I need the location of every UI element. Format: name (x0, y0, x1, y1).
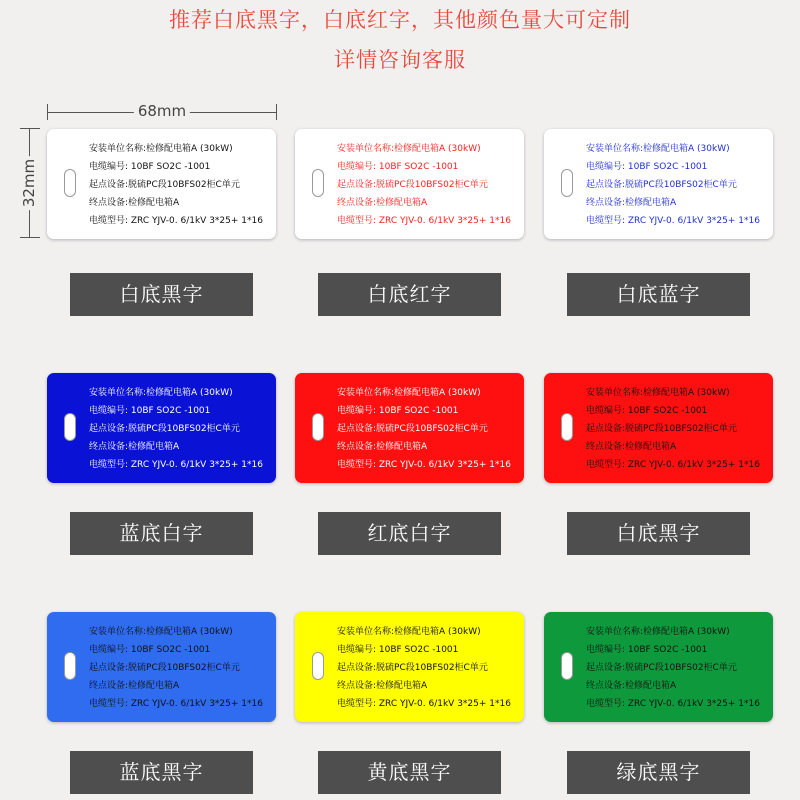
tag-text-line: 安装单位名称:检修配电箱A (30kW) (89, 388, 233, 398)
tag-text-line: 终点设备:检修配电箱A (586, 442, 677, 452)
tag-text-line: 电缆编号: 10BF SO2C -1001 (337, 162, 459, 172)
tag-text-line: 终点设备:检修配电箱A (586, 198, 677, 208)
sample-caption: 黄底黑字 (318, 751, 501, 794)
tag-text-line: 终点设备:检修配电箱A (89, 198, 180, 208)
cable-tag-sample (544, 129, 773, 239)
tag-text-line: 安装单位名称:检修配电箱A (30kW) (337, 627, 481, 637)
width-dimension (47, 104, 277, 120)
cable-tag-sample (295, 129, 524, 239)
sample-caption: 白底黑字 (567, 512, 750, 555)
tag-text-line: 终点设备:检修配电箱A (337, 198, 428, 208)
tag-text-line: 电缆型号: ZRC YJV-0. 6/1kV 3*25+ 1*16 (89, 216, 263, 226)
sample-caption: 白底黑字 (70, 273, 253, 316)
cable-tag-sample (47, 373, 276, 483)
sample-caption: 红底白字 (318, 512, 501, 555)
tag-text-line: 起点设备:脱硫PC段10BFS02柜C单元 (586, 424, 737, 434)
tag-text-line: 起点设备:脱硫PC段10BFS02柜C单元 (337, 663, 488, 673)
sample-caption: 白底蓝字 (567, 273, 750, 316)
tag-hole (312, 652, 324, 680)
cable-tag-sample (544, 373, 773, 483)
sample-caption: 白底红字 (318, 273, 501, 316)
dimension-tick (47, 104, 48, 120)
width-label: 68mm (134, 102, 190, 120)
tag-text-line: 电缆编号: 10BF SO2C -1001 (586, 406, 708, 416)
tag-text-line: 电缆型号: ZRC YJV-0. 6/1kV 3*25+ 1*16 (89, 460, 263, 470)
tag-text-line: 安装单位名称:检修配电箱A (30kW) (337, 388, 481, 398)
tag-text-line: 安装单位名称:检修配电箱A (30kW) (586, 627, 730, 637)
dimension-tick (276, 104, 277, 120)
tag-text-block (337, 140, 511, 230)
tag-text-line: 安装单位名称:检修配电箱A (30kW) (89, 144, 233, 154)
tag-text-line: 电缆型号: ZRC YJV-0. 6/1kV 3*25+ 1*16 (89, 699, 263, 709)
tag-text-line: 起点设备:脱硫PC段10BFS02柜C单元 (89, 424, 240, 434)
tag-text-line: 电缆编号: 10BF SO2C -1001 (89, 645, 211, 655)
tag-text-line: 电缆编号: 10BF SO2C -1001 (89, 162, 211, 172)
tag-text-block (586, 384, 760, 474)
sample-caption: 绿底黑字 (567, 751, 750, 794)
tag-hole (312, 169, 324, 197)
tag-text-line: 电缆型号: ZRC YJV-0. 6/1kV 3*25+ 1*16 (337, 699, 511, 709)
tag-text-line: 安装单位名称:检修配电箱A (30kW) (89, 627, 233, 637)
height-label: 32mm (20, 156, 38, 210)
dimension-tick (20, 237, 40, 238)
tag-text-line: 电缆型号: ZRC YJV-0. 6/1kV 3*25+ 1*16 (586, 699, 760, 709)
height-dimension (16, 128, 42, 238)
tag-text-line: 安装单位名称:检修配电箱A (30kW) (337, 144, 481, 154)
tag-text-line: 安装单位名称:检修配电箱A (30kW) (586, 388, 730, 398)
tag-text-line: 终点设备:检修配电箱A (89, 681, 180, 691)
tag-text-line: 电缆编号: 10BF SO2C -1001 (337, 645, 459, 655)
tag-text-block (337, 623, 511, 713)
tag-text-block (89, 384, 263, 474)
tag-text-line: 终点设备:检修配电箱A (337, 442, 428, 452)
tag-text-block (89, 623, 263, 713)
tag-text-line: 电缆型号: ZRC YJV-0. 6/1kV 3*25+ 1*16 (586, 216, 760, 226)
tag-text-line: 起点设备:脱硫PC段10BFS02柜C单元 (337, 424, 488, 434)
sample-caption: 蓝底白字 (70, 512, 253, 555)
tag-text-line: 起点设备:脱硫PC段10BFS02柜C单元 (337, 180, 488, 190)
tag-text-line: 起点设备:脱硫PC段10BFS02柜C单元 (586, 180, 737, 190)
tag-text-block (586, 140, 760, 230)
tag-text-line: 终点设备:检修配电箱A (337, 681, 428, 691)
tag-hole (64, 413, 76, 441)
tag-hole (312, 413, 324, 441)
promo-headline: 推荐白底黑字，白底红字，其他颜色量大可定制 (169, 8, 631, 32)
tag-text-block (89, 140, 263, 230)
cable-tag-sample (544, 612, 773, 722)
tag-text-line: 电缆编号: 10BF SO2C -1001 (89, 406, 211, 416)
cable-tag-sample (47, 129, 276, 239)
tag-hole (561, 413, 573, 441)
promo-subline: 详情咨询客服 (334, 48, 466, 72)
tag-text-line: 起点设备:脱硫PC段10BFS02柜C单元 (89, 180, 240, 190)
tag-text-line: 电缆型号: ZRC YJV-0. 6/1kV 3*25+ 1*16 (337, 216, 511, 226)
tag-text-block (586, 623, 760, 713)
tag-text-line: 电缆型号: ZRC YJV-0. 6/1kV 3*25+ 1*16 (337, 460, 511, 470)
tag-text-line: 电缆型号: ZRC YJV-0. 6/1kV 3*25+ 1*16 (586, 460, 760, 470)
tag-text-block (337, 384, 511, 474)
tag-text-line: 电缆编号: 10BF SO2C -1001 (586, 645, 708, 655)
tag-text-line: 安装单位名称:检修配电箱A (30kW) (586, 144, 730, 154)
dimension-tick (20, 128, 40, 129)
tag-hole (64, 652, 76, 680)
tag-text-line: 终点设备:检修配电箱A (89, 442, 180, 452)
tag-text-line: 电缆编号: 10BF SO2C -1001 (586, 162, 708, 172)
sample-caption: 蓝底黑字 (70, 751, 253, 794)
tag-text-line: 起点设备:脱硫PC段10BFS02柜C单元 (89, 663, 240, 673)
tag-text-line: 终点设备:检修配电箱A (586, 681, 677, 691)
tag-hole (64, 169, 76, 197)
tag-hole (561, 169, 573, 197)
cable-tag-sample (295, 373, 524, 483)
tag-hole (561, 652, 573, 680)
cable-tag-sample (295, 612, 524, 722)
tag-text-line: 电缆编号: 10BF SO2C -1001 (337, 406, 459, 416)
tag-text-line: 起点设备:脱硫PC段10BFS02柜C单元 (586, 663, 737, 673)
cable-tag-sample (47, 612, 276, 722)
